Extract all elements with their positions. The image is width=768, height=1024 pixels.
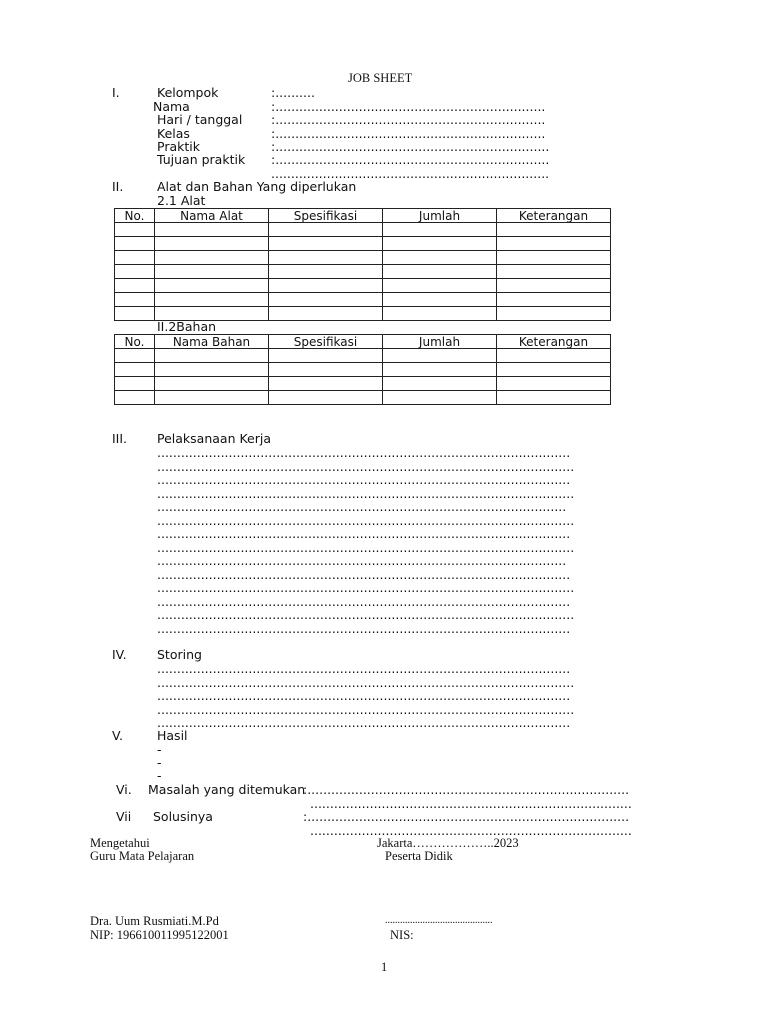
table-row [115, 265, 611, 279]
table-cell [383, 391, 497, 405]
table-cell [497, 279, 611, 293]
table-header: No. [115, 335, 155, 349]
table-cell [115, 377, 155, 391]
table-cell [155, 265, 269, 279]
table-cell [383, 349, 497, 363]
page-number: 1 [381, 960, 388, 974]
dotted-line: ........................................................................................................ [157, 594, 571, 609]
dotted-line: ........................................................................................................ [157, 527, 571, 541]
table-cell [383, 251, 497, 265]
table-header: Spesifikasi [269, 209, 383, 223]
table-row [115, 391, 611, 405]
section-numeral: I. [112, 85, 120, 100]
student-name-line: ........................................... [385, 915, 493, 926]
dotted-line: ......................................................................................................... [157, 513, 575, 528]
solusi-line: ................................................................................. [310, 823, 632, 838]
table-header: Jumlah [383, 209, 497, 223]
hasil-bullet: - [157, 768, 162, 783]
section-heading: Hasil [157, 728, 188, 743]
section-heading: Pelaksanaan Kerja [157, 431, 272, 446]
dotted-line: ........................................................................................................ [157, 567, 571, 582]
table-cell [115, 391, 155, 405]
dotted-line: ......................................................................................................... [157, 540, 575, 555]
teacher-nip: NIP: 196610011995122001 [90, 928, 229, 942]
dotted-line: ........................................................................................................ [157, 473, 571, 487]
table-cell [383, 307, 497, 321]
table-row [115, 349, 611, 363]
table-cell [115, 237, 155, 251]
table-cell [269, 265, 383, 279]
table-cell [383, 363, 497, 377]
sign-left-line2: Guru Mata Pelajaran [90, 849, 195, 863]
table-cell [383, 265, 497, 279]
table-cell [269, 237, 383, 251]
table-cell [383, 293, 497, 307]
table-cell [497, 307, 611, 321]
table-cell [155, 293, 269, 307]
table-cell [115, 349, 155, 363]
field-value: :..................................................................... [271, 139, 550, 154]
table-cell [155, 391, 269, 405]
table-cell [155, 377, 269, 391]
masalah-line: ................................................................................. [310, 796, 632, 811]
table-cell [383, 237, 497, 251]
table-header: Spesifikasi [269, 335, 383, 349]
field-label: Hari / tanggal [157, 112, 243, 127]
field-label: Tujuan praktik [157, 152, 246, 167]
dotted-line: ......................................................................................................... [157, 459, 575, 474]
table-cell [115, 293, 155, 307]
student-nis: NIS: [390, 928, 414, 942]
dotted-line: ........................................................................................................ [157, 621, 571, 636]
field-value: :.................................................................... [271, 99, 546, 114]
section-numeral: V. [112, 728, 123, 743]
section-heading: Storing [157, 647, 202, 662]
table-header: Nama Alat [155, 209, 269, 223]
table-cell [269, 279, 383, 293]
table-header: Jumlah [383, 335, 497, 349]
field-label: Praktik [157, 139, 200, 154]
bahan-table [114, 334, 611, 405]
dotted-line: ....................................................................................................... [157, 500, 567, 514]
table-row [115, 251, 611, 265]
field-value: :..................................................................... [271, 152, 550, 167]
table-row [115, 293, 611, 307]
table-cell [497, 391, 611, 405]
field-value: :.......... [271, 85, 315, 100]
dotted-line: ........................................................................................................ [157, 689, 571, 703]
table-row [115, 223, 611, 237]
dotted-line: ......................................................................................................... [157, 702, 575, 717]
table-cell [269, 377, 383, 391]
section-heading: Alat dan Bahan Yang diperlukan [157, 179, 357, 194]
table-cell [115, 265, 155, 279]
table-cell [269, 223, 383, 237]
page-title: JOB SHEET [348, 71, 413, 85]
table-header: Keterangan [497, 209, 611, 223]
table-cell [383, 377, 497, 391]
dotted-line: ....................................................................................................... [157, 554, 567, 568]
dotted-line: ......................................................................................................... [157, 675, 575, 690]
table-cell [497, 377, 611, 391]
table-cell [269, 307, 383, 321]
table-row [115, 237, 611, 251]
sign-right-line1: Jakarta………………..2023 [377, 836, 519, 850]
table-header: Nama Bahan [155, 335, 269, 349]
table-cell [497, 293, 611, 307]
table-cell [155, 223, 269, 237]
section-numeral: II. [112, 179, 124, 194]
table-cell [497, 349, 611, 363]
dotted-line: ......................................................................................................... [157, 581, 575, 595]
table-cell [497, 223, 611, 237]
table-row [115, 377, 611, 391]
table-cell [155, 363, 269, 377]
table-cell [155, 251, 269, 265]
field-label: Nama [153, 99, 190, 114]
field-continuation: ...................................................................... [271, 166, 550, 181]
table-cell [155, 279, 269, 293]
table-cell [269, 293, 383, 307]
field-value: :.................................................................... [271, 112, 546, 127]
dotted-line: ......................................................................................................... [157, 608, 575, 622]
field-label: Kelompok [157, 85, 219, 100]
table-cell [115, 251, 155, 265]
table-cell [269, 391, 383, 405]
teacher-name: Dra. Uum Rusmiati.M.Pd [90, 914, 219, 928]
field-value: :.................................................................... [271, 126, 546, 141]
section-heading: Solusinya [153, 809, 213, 824]
table-cell [115, 363, 155, 377]
subheading-alat: 2.1 Alat [157, 193, 206, 208]
masalah-line: :................................................................................. [303, 782, 630, 797]
section-numeral: Vii [116, 809, 132, 824]
table-cell [269, 251, 383, 265]
table-cell [155, 349, 269, 363]
table-cell [269, 349, 383, 363]
subheading-bahan: II.2Bahan [157, 319, 217, 334]
sign-left-line1: Mengetahui [90, 836, 150, 850]
table-cell [155, 237, 269, 251]
table-cell [383, 279, 497, 293]
dotted-line: ......................................................................................................... [157, 486, 575, 501]
table-cell [497, 265, 611, 279]
section-numeral: Vi. [116, 782, 132, 797]
sign-right-line2: Peserta Didik [385, 849, 453, 863]
table-cell [115, 223, 155, 237]
alat-table [114, 208, 611, 321]
table-row [115, 279, 611, 293]
section-heading: Masalah yang ditemukan [148, 782, 306, 797]
table-cell [115, 307, 155, 321]
section-numeral: IV. [112, 647, 127, 662]
dotted-line: ........................................................................................................ [157, 662, 571, 676]
table-cell [383, 223, 497, 237]
table-row [115, 363, 611, 377]
section-numeral: III. [112, 431, 128, 446]
table-cell [497, 363, 611, 377]
table-header: Keterangan [497, 335, 611, 349]
table-cell [497, 237, 611, 251]
field-label: Kelas [157, 126, 190, 141]
solusi-line: :................................................................................. [303, 809, 630, 824]
table-cell [497, 251, 611, 265]
table-header: No. [115, 209, 155, 223]
dotted-line: ........................................................................................................ [157, 446, 571, 460]
hasil-bullet: - [157, 742, 162, 757]
table-cell [115, 279, 155, 293]
table-cell [269, 363, 383, 377]
hasil-bullet: - [157, 755, 162, 770]
dotted-line: ........................................................................................................ [157, 716, 571, 730]
